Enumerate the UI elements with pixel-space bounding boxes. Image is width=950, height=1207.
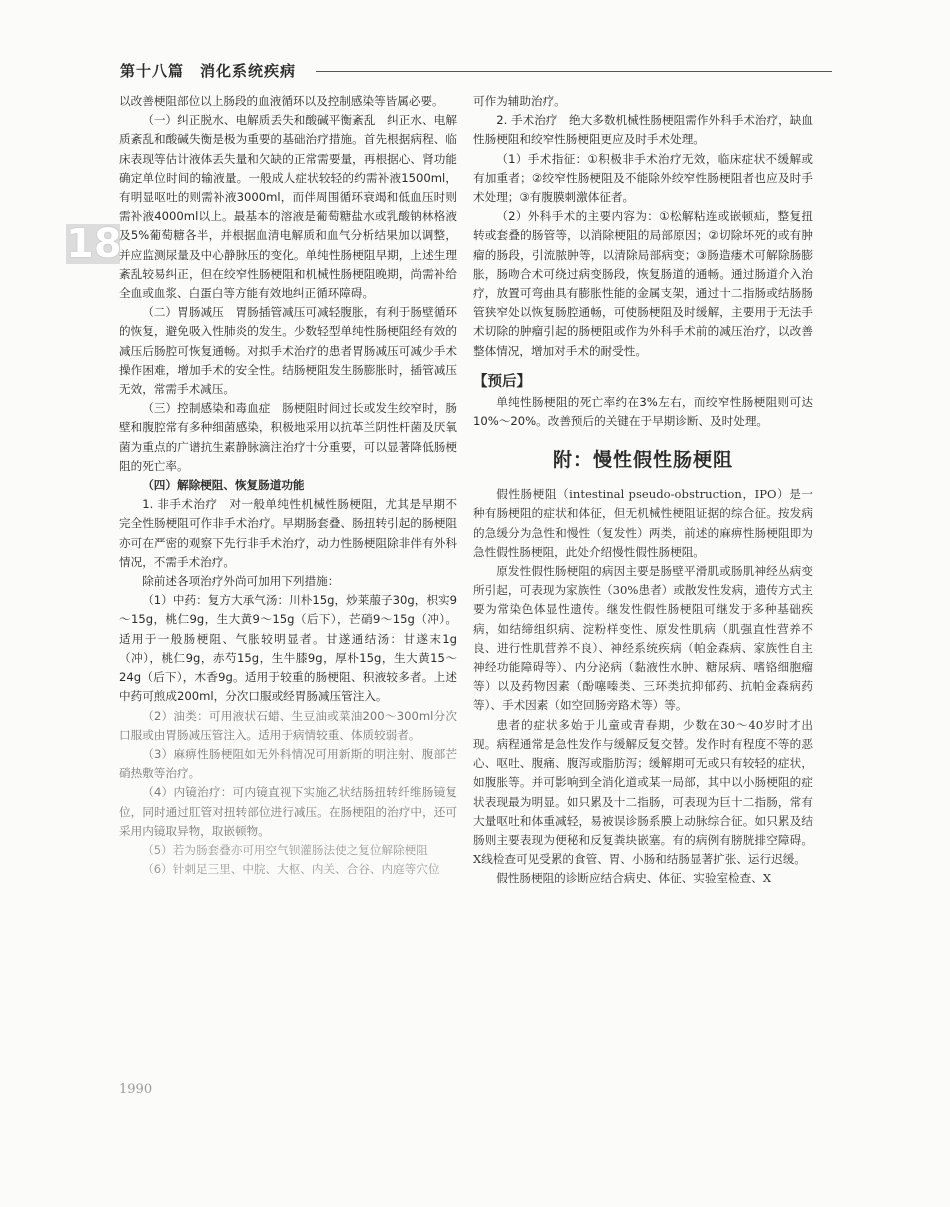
list-item: （6）针刺足三里、中脘、大枢、内关、合谷、内庭等穴位 bbox=[142, 862, 440, 877]
section-paragraph-decompression: （二）胃肠减压 胃肠插管减压可减轻腹胀，有利于肠壁循环的恢复，避免吸入性肺炎的发生。少数轻型单纯性肠梗阻经有效的减压后肠腔可恢复通畅。对拟手术治疗的患者胃肠减压可减少手术操作困难，增加手术的安全性。结肠梗阻发生肠膨胀时，插管减压无效，常需手术减压。 bbox=[119, 305, 457, 397]
list-item: （2）油类：可用液状石蜡、生豆油或菜油200～300ml分次口服或由胃肠减压管注入。适用于病情较重、体质较弱者。 bbox=[119, 708, 457, 742]
chapter-tab-number: 18 bbox=[66, 221, 122, 267]
paragraph: 患者的症状多始于儿童或青春期，少数在30～40岁时才出现。病程通常是急性发作与缓解反复交替。发作时有程度不等的恶心、呕吐、腹痛、腹泻或脂肪泻；缓解期可无或只有较轻的症状，如腹胀等。并可影响到全消化道或某一局部，其中以小肠梗阻的症状表现最为明显。如只累及十二指肠，可表现为巨十二指肠，常有大量呕吐和体重减轻，易被误诊肠系膜上动脉综合征。如只累及结肠则主要表现为便秘和反复粪块嵌塞。有的病例有膀胱排空障碍。X线检查可见受累的食管、胃、小肠和结肠显著扩张、运行迟缓。 bbox=[473, 717, 813, 867]
section-paragraph-fluid: （一）纠正脱水、电解质丢失和酸碱平衡紊乱 纠正水、电解质紊乱和酸碱失衡是极为重要的基础治疗措施。首先根据病程、临床表现等估计液体丢失量和欠缺的正常需要量，再根据心、肾功能确定单位时间的输液量。一般成人症状较轻的约需补液1500ml，有明显呕吐的则需补液3000ml，而伴周围循环衰竭和低血压时则需补液4000ml以上。最基本的溶液是葡萄糖盐水或乳酸钠林格液及5%葡萄糖各半，并根据血清电解质和血气分析结果加以调整，并应监测尿量及中心静脉压的变化。单纯性肠梗阻早期，上述生理紊乱较易纠正，但在绞窄性肠梗阻和机械性肠梗阻晚期，尚需补给全血或血浆、白蛋白等方能有效地纠正循环障碍。 bbox=[119, 113, 457, 301]
paragraph: 假性肠梗阻的诊断应结合病史、体征、实验室检查、X bbox=[496, 871, 772, 886]
header-rule bbox=[316, 71, 832, 72]
list-item: （3）麻痹性肠梗阻如无外科情况可用新斯的明注射、腹部芒硝热敷等治疗。 bbox=[119, 746, 457, 781]
appendix-title: 附：慢性假性肠梗阻 bbox=[552, 449, 733, 472]
chapter-title: 第十八篇 消化系统疾病 bbox=[120, 62, 297, 80]
paragraph: 原发性假性肠梗阻的病因主要是肠壁平滑肌或肠肌神经丛病变所引起，可表现为家族性（30%患者）或散发性发病，遗传方式主要为常染色体显性遗传。继发性假性肠梗阻可继发于多种基础疾病，如结缔组织病、淀粉样变性、原发性肌病（肌强直性营养不良、进行性肌营养不良）、神经系统疾病（帕金森病、家族性自主神经功能障碍等）、内分泌病（黏液性水肿、糖尿病、嗜铬细胞瘤等）以及药物因素（酚噻嗪类、三环类抗抑郁药、抗帕金森病药等）、手术因素（如空回肠旁路术等）等。 bbox=[473, 564, 813, 713]
section-heading-relieve-obstruction: （四）解除梗阻、恢复肠道功能 bbox=[142, 478, 305, 493]
paragraph: 除前述各项治疗外尚可加用下列措施： bbox=[142, 574, 340, 589]
paragraph: 1. 非手术治疗 对一般单纯性机械性肠梗阻，尤其是早期不完全性肠梗阻可作非手术治疗。早期肠套叠、肠扭转引起的肠梗阻亦可在严密的观察下先行非手术治疗，动力性肠梗阻除非伴有外科情况，不需手术治疗。 bbox=[119, 497, 457, 569]
section-heading-prognosis: 【预后】 bbox=[473, 373, 531, 390]
paragraph: 假性肠梗阻（intestinal pseudo-obstruction，IPO）是一种有肠梗阻的症状和体征，但无机械性梗阻证据的综合征。按发病的急缓分为急性和慢性（复发性）两类，前述的麻痹性肠梗阻即为急性假性肠梗阻，此处介绍慢性假性肠梗阻。 bbox=[473, 487, 813, 559]
right-column bbox=[473, 92, 813, 889]
list-item: （1）中药：复方大承气汤：川朴15g，炒莱菔子30g，枳实9～15g，桃仁9g，生大黄9～15g（后下），芒硝9～15g（冲）。适用于一般肠梗阻、气胀较明显者。甘遂通结汤：甘遂末1g（冲），桃仁9g，赤芍15g，生牛膝9g，厚朴15g，生大黄15～24g（后下），木香9g。适用于较重的肠梗阻、积液较多者。上述中药可煎成200ml，分次口服或经胃肠减压管注入。 bbox=[119, 593, 457, 704]
list-item: （2）外科手术的主要内容为：①松解粘连或嵌顿疝，整复扭转或套叠的肠管等，以消除梗阻的局部原因；②切除坏死的或有肿瘤的肠段，引流脓肿等，以清除局部病变；③肠造瘘术可解除肠膨胀，肠吻合术可绕过病变肠段，恢复肠道的通畅。通过肠道介入治疗，放置可弯曲具有膨胀性能的金属支架，通过十二指肠或结肠肠管狭窄处以恢复肠腔通畅，可使肠梗阻及时缓解，主要用于无法手术切除的肿瘤引起的肠梗阻或作为外科手术前的减压治疗，以改善整体情况，增加对手术的耐受性。 bbox=[473, 209, 813, 358]
paragraph: 2. 手术治疗 绝大多数机械性肠梗阻需作外科手术治疗，缺血性肠梗阻和绞窄性肠梗阻更应及时手术处理。 bbox=[473, 113, 813, 147]
list-item: （4）内镜治疗：可内镜直视下实施乙状结肠扭转纤维肠镜复位，同时通过肛管对扭转部位进行减压。在肠梗阻的治疗中，还可采用内镜取异物，取嵌顿物。 bbox=[119, 785, 457, 838]
list-item: （5）若为肠套叠亦可用空气钡灌肠法使之复位解除梗阻 bbox=[142, 842, 428, 857]
section-paragraph-infection: （三）控制感染和毒血症 肠梗阻时间过长或发生绞窄时，肠壁和腹腔常有多种细菌感染，积极地采用以抗革兰阴性杆菌及厌氧菌为重点的广谱抗生素静脉滴注治疗十分重要，可以显著降低肠梗阻的死亡率。 bbox=[119, 401, 457, 473]
left-column bbox=[119, 92, 457, 879]
paragraph: 单纯性肠梗阻的死亡率约在3%左右，而绞窄性肠梗阻则可达10%～20%。改善预后的关键在于早期诊断、及时处理。 bbox=[473, 394, 813, 429]
paragraph: 可作为辅助治疗。 bbox=[473, 94, 566, 108]
page-number: 1990 bbox=[119, 1082, 153, 1097]
page-header bbox=[120, 58, 820, 84]
paragraph: 以改善梗阻部位以上肠段的血液循环以及控制感染等皆属必要。 bbox=[119, 94, 444, 108]
list-item: （1）手术指征：①积极非手术治疗无效，临床症状不缓解或有加重者；②绞窄性肠梗阻及不能除外绞窄性肠梗阻者也应及时手术处理；③有腹膜刺激体征者。 bbox=[473, 151, 813, 205]
